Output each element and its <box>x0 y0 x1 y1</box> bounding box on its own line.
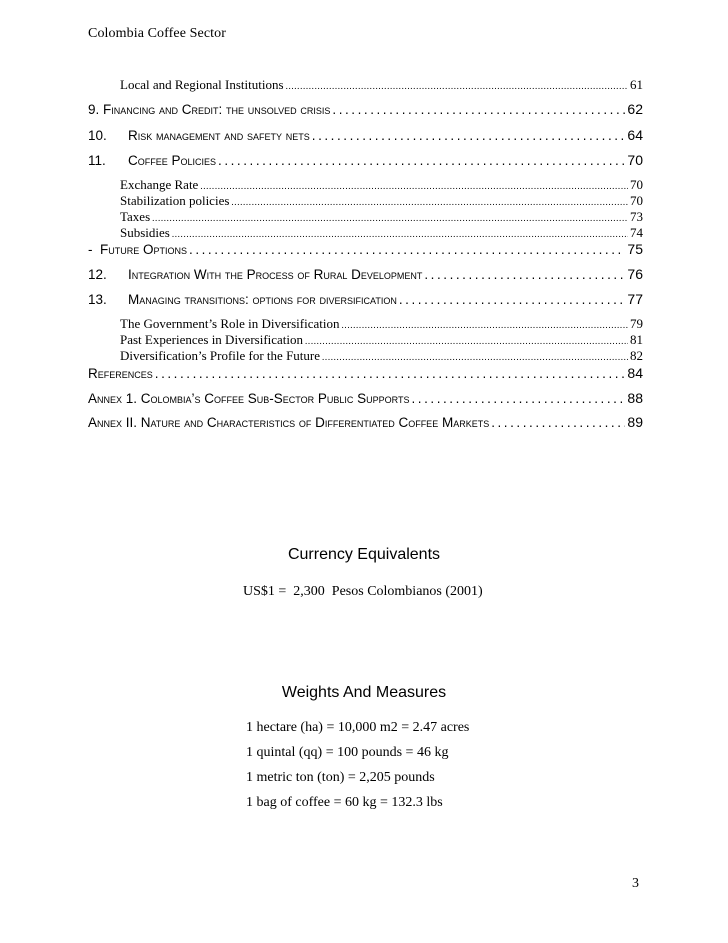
toc-entry-label: The Government’s Role in Diversification <box>120 316 340 331</box>
toc-entry-page: 84 <box>627 365 643 381</box>
toc-entry-label: Annex 1. Colombia’s Coffee Sub-Sector Public Supports <box>88 391 410 406</box>
toc-entry-index: 13. <box>88 292 107 307</box>
currency-equivalents-title: Currency Equivalents <box>287 546 441 563</box>
toc-entry-label: Integration With the Process of Rural Development <box>128 267 423 282</box>
toc-entry-page: 70 <box>630 177 643 192</box>
toc-entry-page: 73 <box>630 209 643 224</box>
toc-entry-label: Financing and Credit: the unsolved crisis <box>103 102 331 117</box>
toc-entry-index: - <box>88 242 93 257</box>
toc-entry-financing-credit[interactable] <box>88 101 643 117</box>
toc-entry-label: Risk management and safety nets <box>128 128 310 143</box>
toc-leader-dots <box>218 153 625 168</box>
toc-entry-page: 64 <box>627 127 643 143</box>
toc-entry-label: Coffee Policies <box>128 153 217 168</box>
toc-leader-dots <box>152 209 628 225</box>
toc-leader-dots <box>332 102 625 117</box>
toc-entry-page: 62 <box>627 101 643 117</box>
toc-entry-page: 70 <box>627 152 643 168</box>
toc-entry-subsidies[interactable] <box>88 225 643 241</box>
toc-entry-page: 89 <box>627 414 643 430</box>
toc-entry-exchange-rate[interactable] <box>88 177 643 193</box>
toc-entry-local-regional-institutions[interactable] <box>88 77 643 93</box>
measure-line-hectare: 1 hectare (ha) = 10,000 m2 = 2.47 acres <box>246 720 470 735</box>
toc-leader-dots <box>322 348 628 364</box>
toc-leader-dots <box>312 128 626 143</box>
running-header: Colombia Coffee Sector <box>88 26 227 41</box>
currency-rate-line: US$1 = 2,300 Pesos Colombianos (2001) <box>243 584 483 599</box>
measure-line-quintal: 1 quintal (qq) = 100 pounds = 46 kg <box>246 745 449 760</box>
toc-entry-page: 75 <box>627 241 643 257</box>
toc-entry-diversification-profile[interactable] <box>88 348 643 364</box>
toc-entry-label: Local and Regional Institutions <box>120 77 284 92</box>
toc-entry-index: 11. <box>88 153 106 168</box>
toc-entry-index: 9. <box>88 102 100 117</box>
toc-leader-dots <box>399 292 626 307</box>
toc-entry-managing-transitions[interactable] <box>88 291 643 307</box>
weights-measures-title: Weights And Measures <box>281 684 447 701</box>
toc-entry-page: 74 <box>630 225 643 240</box>
toc-leader-dots <box>305 332 628 348</box>
toc-entry-page: 81 <box>630 332 643 347</box>
toc-entry-label: References <box>88 366 153 381</box>
toc-leader-dots <box>412 391 626 406</box>
toc-entry-page: 76 <box>627 266 643 282</box>
toc-entry-label: Managing transitions: options for diversification <box>128 292 397 307</box>
toc-entry-annex-1[interactable] <box>88 390 643 406</box>
toc-entry-references[interactable] <box>88 365 643 381</box>
toc-entry-label: Taxes <box>120 209 151 224</box>
measure-line-coffee-bag: 1 bag of coffee = 60 kg = 132.3 lbs <box>246 795 443 810</box>
toc-entry-annex-2[interactable] <box>88 414 643 430</box>
toc-leader-dots <box>172 225 628 241</box>
toc-entry-label: Diversification’s Profile for the Future <box>120 348 321 363</box>
toc-leader-dots <box>231 193 628 209</box>
toc-entry-page: 88 <box>627 390 643 406</box>
toc-entry-past-experiences[interactable] <box>88 332 643 348</box>
toc-entry-taxes[interactable] <box>88 209 643 225</box>
toc-entry-page: 79 <box>630 316 643 331</box>
toc-entry-index: 12. <box>88 267 107 282</box>
toc-leader-dots <box>155 366 626 381</box>
toc-leader-dots <box>200 177 628 193</box>
toc-entry-page: 77 <box>627 291 643 307</box>
toc-entry-index: 10. <box>88 128 107 143</box>
toc-entry-risk-management[interactable] <box>88 127 643 143</box>
toc-entry-label: Annex II. Nature and Characteristics of Differentiated Coffee Markets <box>88 415 490 430</box>
toc-entry-page: 70 <box>630 193 643 208</box>
page-number: 3 <box>632 876 639 891</box>
toc-leader-dots <box>424 267 625 282</box>
toc-leader-dots <box>491 415 625 430</box>
toc-entry-label: Exchange Rate <box>120 177 199 192</box>
toc-entry-page: 82 <box>630 348 643 363</box>
toc-leader-dots <box>286 77 628 93</box>
measure-line-metric-ton: 1 metric ton (ton) = 2,205 pounds <box>246 770 435 785</box>
toc-entry-label: Stabilization policies <box>120 193 230 208</box>
toc-leader-dots <box>342 316 628 332</box>
toc-entry-label: Future Options <box>100 242 188 257</box>
toc-entry-label: Past Experiences in Diversification <box>120 332 304 347</box>
toc-entry-page: 61 <box>630 77 643 92</box>
toc-leader-dots <box>189 242 625 257</box>
toc-entry-stabilization-policies[interactable] <box>88 193 643 209</box>
toc-entry-rural-development[interactable] <box>88 266 643 282</box>
toc-entry-government-role[interactable] <box>88 316 643 332</box>
toc-entry-label: Subsidies <box>120 225 170 240</box>
toc-entry-coffee-policies[interactable] <box>88 152 643 168</box>
toc-entry-future-options[interactable] <box>88 241 643 257</box>
